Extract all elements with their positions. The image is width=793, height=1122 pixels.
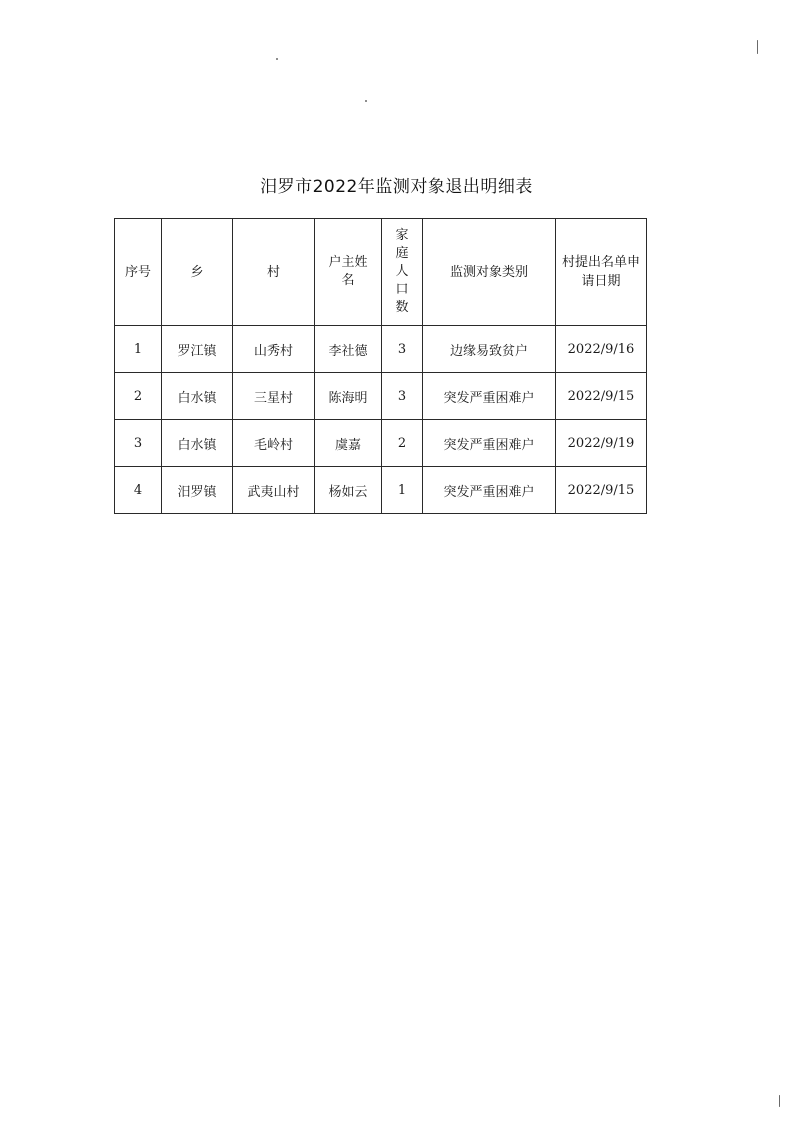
cell-application-date: 2022/9/15 xyxy=(556,373,647,420)
header-household-size: 家庭人口数 xyxy=(382,219,423,326)
cell-township: 罗江镇 xyxy=(162,326,233,373)
cell-monitoring-category: 突发严重困难户 xyxy=(423,420,556,467)
cell-serial: 2 xyxy=(115,373,162,420)
cell-village: 武夷山村 xyxy=(233,467,315,514)
table-row xyxy=(115,467,647,514)
exit-detail-table xyxy=(114,218,647,514)
header-application-date: 村提出名单申请日期 xyxy=(556,219,647,326)
scan-speck xyxy=(276,58,278,60)
cell-household-size: 3 xyxy=(382,373,423,420)
cell-household-size: 3 xyxy=(382,326,423,373)
header-monitoring-category: 监测对象类别 xyxy=(423,219,556,326)
cell-household-size: 1 xyxy=(382,467,423,514)
table-row xyxy=(115,373,647,420)
scan-speck xyxy=(757,40,758,54)
table-header-row xyxy=(115,219,647,326)
cell-householder: 李社德 xyxy=(315,326,382,373)
cell-household-size: 2 xyxy=(382,420,423,467)
cell-serial: 3 xyxy=(115,420,162,467)
table-row xyxy=(115,326,647,373)
cell-village: 三星村 xyxy=(233,373,315,420)
cell-monitoring-category: 突发严重困难户 xyxy=(423,373,556,420)
document-title: 汨罗市2022年监测对象退出明细表 xyxy=(260,177,533,197)
cell-householder: 虞嘉 xyxy=(315,420,382,467)
cell-township: 汨罗镇 xyxy=(162,467,233,514)
cell-serial: 1 xyxy=(115,326,162,373)
scan-speck xyxy=(779,1095,780,1107)
cell-application-date: 2022/9/15 xyxy=(556,467,647,514)
cell-householder: 杨如云 xyxy=(315,467,382,514)
header-householder: 户主姓名 xyxy=(315,219,382,326)
cell-householder: 陈海明 xyxy=(315,373,382,420)
header-serial: 序号 xyxy=(115,219,162,326)
scan-speck xyxy=(365,100,367,102)
header-township: 乡 xyxy=(162,219,233,326)
header-village: 村 xyxy=(233,219,315,326)
cell-monitoring-category: 边缘易致贫户 xyxy=(423,326,556,373)
cell-village: 山秀村 xyxy=(233,326,315,373)
cell-village: 毛岭村 xyxy=(233,420,315,467)
cell-application-date: 2022/9/19 xyxy=(556,420,647,467)
table-row xyxy=(115,420,647,467)
cell-serial: 4 xyxy=(115,467,162,514)
cell-township: 白水镇 xyxy=(162,373,233,420)
cell-township: 白水镇 xyxy=(162,420,233,467)
cell-monitoring-category: 突发严重困难户 xyxy=(423,467,556,514)
cell-application-date: 2022/9/16 xyxy=(556,326,647,373)
